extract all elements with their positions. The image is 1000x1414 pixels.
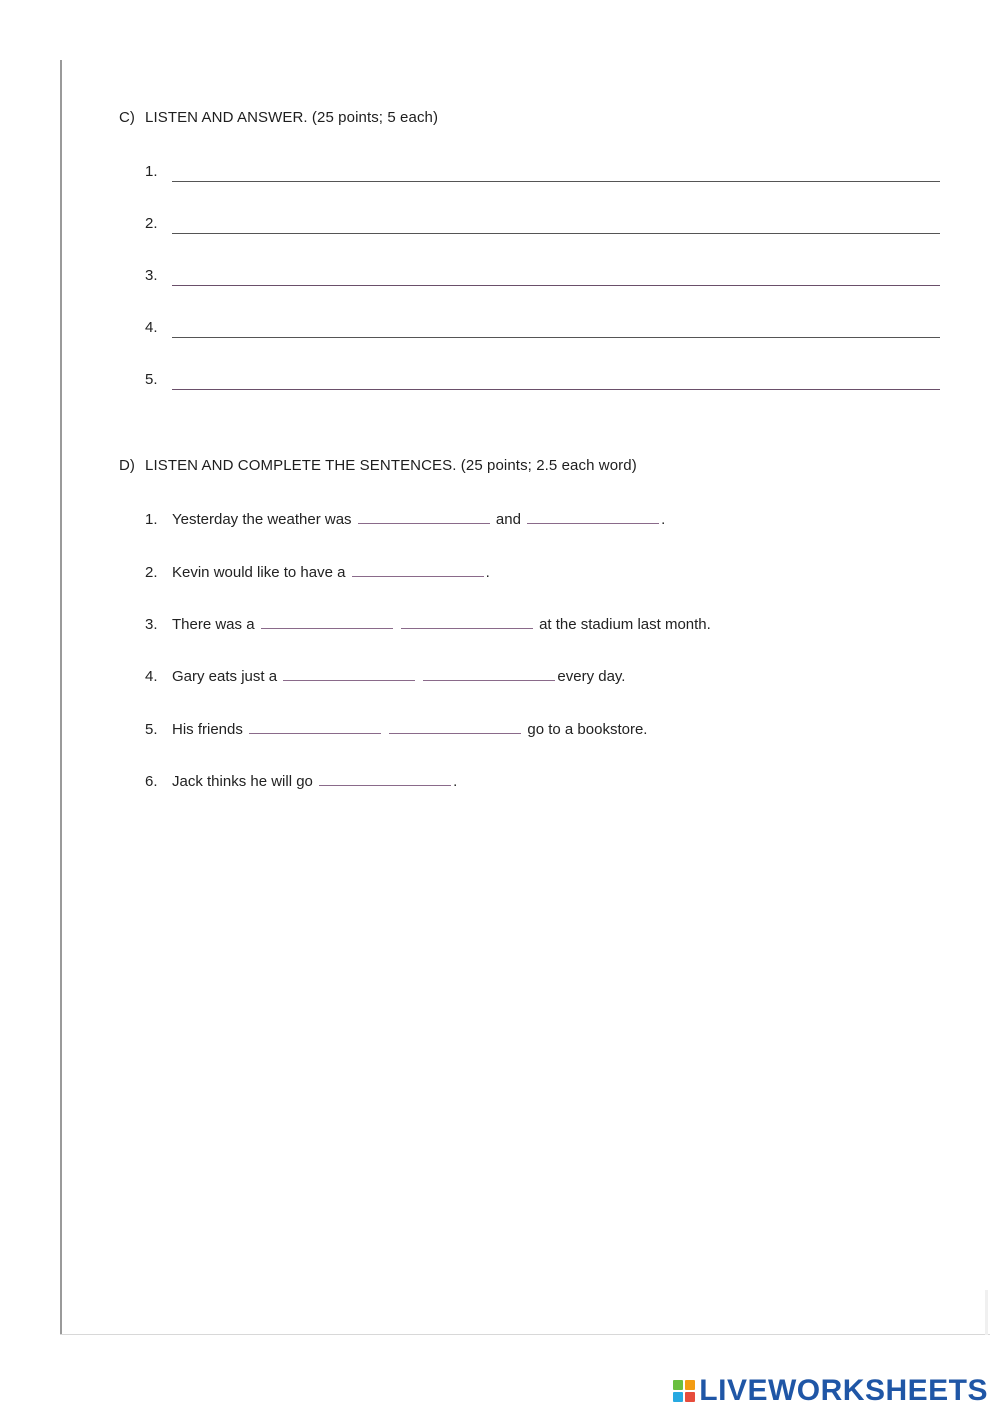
section-c-heading — [119, 109, 438, 126]
sentence-row-3 — [145, 614, 711, 633]
sentence-end: every day. — [557, 668, 626, 685]
sentence-text: His friends — [172, 721, 243, 738]
sentence-end: at the stadium last month. — [539, 616, 711, 633]
sentence-text: and — [495, 511, 521, 528]
logo-blocks-icon — [673, 1380, 695, 1402]
sentence-row-4 — [145, 666, 625, 685]
answer-blank[interactable] — [358, 509, 490, 524]
answer-line-4[interactable] — [172, 337, 940, 338]
section-d-letter: D) — [119, 457, 136, 474]
answer-number: 3. — [145, 267, 158, 284]
sentence-text: There was a — [172, 616, 255, 633]
sentence-row-1 — [145, 509, 665, 528]
answer-line-1[interactable] — [172, 181, 940, 182]
answer-blank[interactable] — [319, 771, 451, 786]
section-d-title: LISTEN AND COMPLETE THE SENTENCES. (25 points; 2.5 each word) — [145, 457, 637, 474]
logo-text: LIVEWORKSHEETS — [699, 1374, 988, 1407]
scan-edge-left — [60, 60, 62, 1335]
answer-blank[interactable] — [283, 666, 415, 681]
sentence-row-6 — [145, 771, 457, 790]
section-c-letter: C) — [119, 109, 136, 126]
scan-edge-bottom — [60, 1334, 990, 1335]
sentence-number: 3. — [145, 616, 158, 633]
answer-line-5[interactable] — [172, 389, 940, 390]
sentence-end: . — [661, 511, 666, 528]
answer-blank[interactable] — [401, 614, 533, 629]
sentence-end: . — [453, 773, 458, 790]
sentence-text: Kevin would like to have a — [172, 564, 346, 581]
sentence-row-5 — [145, 719, 647, 738]
answer-line-3[interactable] — [172, 285, 940, 286]
answer-line-2[interactable] — [172, 233, 940, 234]
sentence-number: 2. — [145, 564, 158, 581]
answer-blank[interactable] — [352, 562, 484, 577]
answer-number: 5. — [145, 371, 158, 388]
sentence-end: . — [485, 564, 490, 581]
liveworksheets-logo[interactable] — [673, 1374, 988, 1408]
sentence-end: go to a bookstore. — [527, 721, 648, 738]
section-c-title: LISTEN AND ANSWER. (25 points; 5 each) — [145, 109, 439, 126]
section-d-heading — [119, 457, 637, 474]
answer-blank[interactable] — [261, 614, 393, 629]
answer-row-5 — [145, 368, 940, 392]
answer-row-4 — [145, 316, 940, 340]
sentence-text: Yesterday the weather was — [172, 511, 352, 528]
answer-row-2 — [145, 212, 940, 236]
answer-blank[interactable] — [389, 719, 521, 734]
answer-blank[interactable] — [423, 666, 555, 681]
sentence-number: 6. — [145, 773, 158, 790]
sentence-number: 5. — [145, 721, 158, 738]
sentence-text: Jack thinks he will go — [172, 773, 313, 790]
answer-blank[interactable] — [527, 509, 659, 524]
answer-row-3 — [145, 264, 940, 288]
answer-row-1 — [145, 160, 940, 184]
answer-number: 4. — [145, 319, 158, 336]
answer-blank[interactable] — [249, 719, 381, 734]
sentence-text: Gary eats just a — [172, 668, 278, 685]
sentence-number: 4. — [145, 668, 158, 685]
sentence-number: 1. — [145, 511, 158, 528]
sentence-row-2 — [145, 562, 490, 581]
answer-number: 1. — [145, 163, 158, 180]
answer-number: 2. — [145, 215, 158, 232]
scan-edge-right — [985, 1290, 988, 1335]
